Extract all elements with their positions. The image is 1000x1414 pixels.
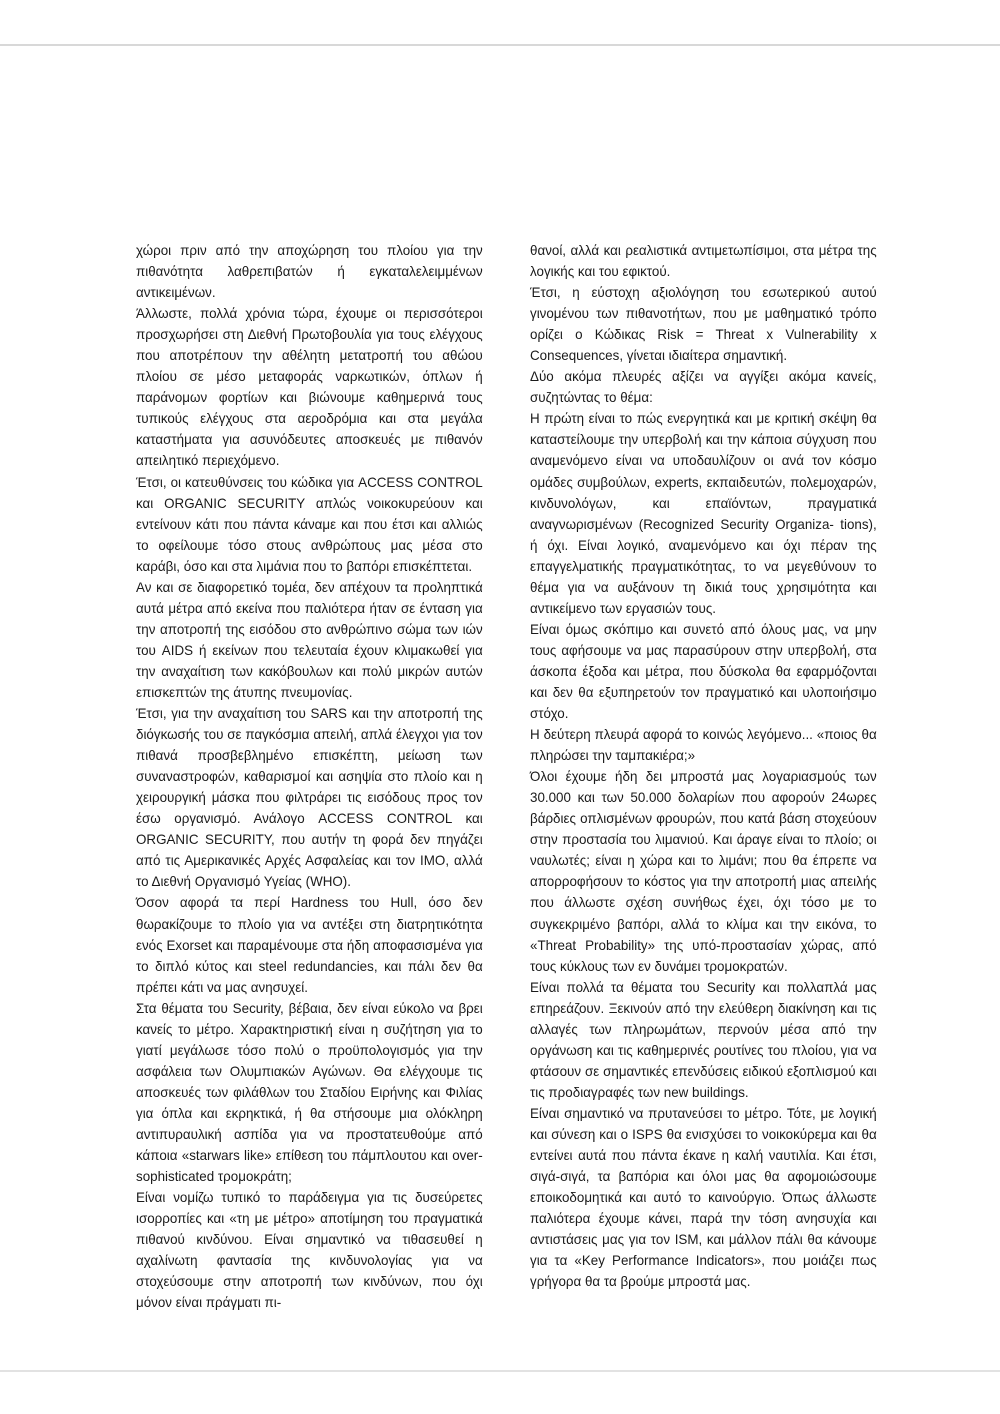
paragraph: Έτσι, η εύστοχη αξιολόγηση του εσωτερικού αυτού γινομένου των πιθανοτήτων, που με μαθηματικό τρόπο ορίζει ο Κώδικας Risk = Threat x Vulnerability x Consequences, γίνεται ιδιαίτερα σημαντική. <box>530 285 877 364</box>
scan-bottom-edge <box>0 1370 1000 1372</box>
paragraph: Είναι νομίζω τυπικό το παράδειγμα για τις δυσεύρετες ισορροπίες και «τη με μέτρο» αποτίμηση του πραγματικά πιθανού κινδύνου. Είναι σημαντικό να τιθασευθεί η αχαλίνωτη φαντασία της κινδυνολογίας για να στοχεύσουμε στην αποτροπή των κινδύνων, που όχι μόνον είναι πράγματι πι- <box>136 1190 483 1311</box>
paragraph: Δύο ακόμα πλευρές αξίζει να αγγίξει ακόμα κανείς, συζητώντας το θέμα: <box>530 369 877 406</box>
paragraph: Όσον αφορά τα περί Hardness του Hull, όσο δεν θωρακίζουμε το πλοίο για να αντέξει στη διατρητικότητα ενός Exorset και παραμένουμε στα ήδη αποφασισμένα για το διπλό κύτος και steel redundancies, και πάλι δεν θα πρέπει κάτι να μας ανησυχεί. <box>136 895 483 995</box>
left-text-column <box>136 240 483 1313</box>
right-text-column <box>530 240 877 1292</box>
scan-top-edge <box>0 44 1000 46</box>
paragraph: θανοί, αλλά και ρεαλιστικά αντιμετωπίσιμοι, στα μέτρα της λογικής και του εφικτού. <box>530 243 877 280</box>
paragraph: Στα θέματα του Security, βέβαια, δεν είναι εύκολο να βρει κανείς το μέτρο. Χαρακτηριστική είναι η συζήτηση για το γιατί μεγάλωσε τόσο πολύ ο προϋπολογισμός για την ασφάλεια των Ολυμπιακών Αγώνων. Θα ελέγχουμε τις αποσκευές των φιλάθλων του Σταδίου Ειρήνης και Φιλίας για όπλα και εκρηκτικά, ή θα στήσουμε μια ολόκληρη αντιπυραυλική ασπίδα για να προστατευθούμε από κάποια «starwars like» επίθεση του πάμπλουτου και over-sophisticated τρομοκράτη; <box>136 1000 483 1185</box>
paragraph: Άλλωστε, πολλά χρόνια τώρα, έχουμε οι περισσότεροι προσχωρήσει στη Διεθνή Πρωτοβουλία για τους ελέγχους που αποτρέπουν την αθέλητη μετατροπή του αθώου πλοίου σε μέσο μεταφοράς ναρκωτικών, όπλων ή παράνομων φορτίων και βιώνουμε καθημερινά τους τυπικούς ελέγχους στα αεροδρόμια και στα μεγάλα καταστήματα για ασυνόδευτες αποσκευές με πιθανόν απειλητικό περιεχόμενο. <box>136 306 483 469</box>
paragraph: Είναι πολλά τα θέματα του Security και πολλαπλά μας επηρεάζουν. Ξεκινούν από την ελεύθερη διακίνηση και τις αλλαγές των πληρωμάτων, περνούν μέσα από την οργάνωση και τις καθημερινές ρουτίνες του πλοίου, για να φτάσουν σε σημαντικές επενδύσεις ειδικού εξοπλισμού και τις προδιαγραφές των new buildings. <box>530 979 877 1100</box>
paragraph: χώροι πριν από την αποχώρηση του πλοίου για την πιθανότητα λαθρεπιβατών ή εγκαταλελειμμένων αντικειμένων. <box>136 243 483 301</box>
paragraph: Είναι σημαντικό να πρυτανεύσει το μέτρο. Τότε, με λογική και σύνεση και ο ISPS θα ενισχύσει το νοικοκύρεμα και θα εντείνει αυτά που πάντα έκανε η καλή ναυτιλία. Και έτσι, σιγά-σιγά, τα βαπόρια και όλοι μας θα αφομοιώσουμε εποικοδομητικά και αυτό το καινούργιο. Όπως άλλωστε παλιότερα έχουμε κάνει, παρά την τόση ανησυχία και αντιστάσεις μας για τον ISM, και μάλλον πάλι θα κάνουμε για τα «Key Performance Indicators», που μοιάζει πως γρήγορα θα τα βρούμε μπροστά μας. <box>530 1105 877 1290</box>
paragraph: Η δεύτερη πλευρά αφορά το κοινώς λεγόμενο... «ποιος θα πληρώσει την ταμπακιέρα;» <box>530 727 877 764</box>
paragraph: Έτσι, για την αναχαίτιση του SARS και την αποτροπή της διόγκωσής του σε παγκόσμια απειλή, απλά έλεγχοι για τον πιθανά προσβεβλημένο επισκέπτη, μείωση των συναναστροφών, καθαρισμοί και ασηψία στο πλοίο και η χειρουργική μάσκα που φιλτράρει τις εισόδους προς τον έσω οργανισμό. Ανάλογο ACCESS CONTROL και ORGANIC SECURITY, που αυτήν τη φορά δεν πηγάζει από τις Αμερικανικές Αρχές Ασφαλείας και τον IMO, αλλά το Διεθνή Οργανισμό Υγείας (WHO). <box>136 706 483 890</box>
paragraph: Είναι όμως σκόπιμο και συνετό από όλους μας, να μην τους αφήσουμε να μας παρασύρουν στην υπερβολή, στα άσκοπα έξοδα και μέτρα, που δύσκολα θα εφαρμόζονται και δεν θα εξυπηρετούν τον πραγματικό και υλοποιήσιμο στόχο. <box>530 621 877 722</box>
paragraph: Αν και σε διαφορετικό τομέα, δεν απέχουν τα προληπτικά αυτά μέτρα από εκείνα που παλιότερα ήταν σε ένταση για την αποτροπή της εισόδου στο ανθρώπινο σώμα των ιών του AIDS ή εκείνων που τελευταία έχουν κλιμακωθεί για την αναχαίτιση των κακόβουλων και πολύ μικρών αυτών επισκεπτών της άτυπης πνευμονίας. <box>136 579 483 700</box>
paragraph: Έτσι, οι κατευθύνσεις του κώδικα για ACCESS CONTROL και ORGANIC SECURITY απλώς νοικοκυρεύουν και εντείνουν κάτι που πάντα κάναμε και που έτσι και αλλιώς το οφείλουμε τόσο στους ανθρώπους μας μέσα στο καράβι, όσο και στα λιμάνια που το βαπόρι επισκέπτεται. <box>136 474 483 574</box>
paragraph: Όλοι έχουμε ήδη δει μπροστά μας λογαριασμούς των 30.000 και των 50.000 δολαρίων που αφορούν 24ωρες βάρδιες οπλισμένων φρουρών, που κατά βάση στοχεύουν στην προστασία του λιμανιού. Και άραγε είναι το πλοίο; οι ναυλωτές; είναι η χώρα και το λιμάνι; που θα έπρεπε να απορροφήσουν το κόστος για την αποτροπή μιας απειλής που άλλωστε σχέση συνήθως έχει, όχι τόσο με το συγκεκριμένο βαπόρι, αλλά το κλίμα και την εικόνα, το «Threat Probability» της υπό-προστασίαν χώρας, από τους κύκλους των εν δυνάμει τρομοκρατών. <box>530 769 877 974</box>
paragraph: Η πρώτη είναι το πώς ενεργητικά και με κριτική σκέψη θα καταστείλουμε την υπερβολή και την κάποια σύγχυση που αναμενόμενο είναι να υποδαυλίζουν οι ανά τον κόσμο ομάδες συμβούλων, experts, εκπαιδευτών, πολεμοχαρών, κινδυνολόγων, και επαϊόντων, πραγματικά αναγνωρισμένων (Recognized Security Organiza- tions), ή όχι. Είναι λογικό, αναμενόμενο και όχι πέραν της επαγγελματικής πραγματικότητας, το να μεγεθύνουν το θέμα για να αυξάνουν τη δικιά τους χρησιμότητα και αντικείμενο των εργασιών τους. <box>530 411 877 616</box>
